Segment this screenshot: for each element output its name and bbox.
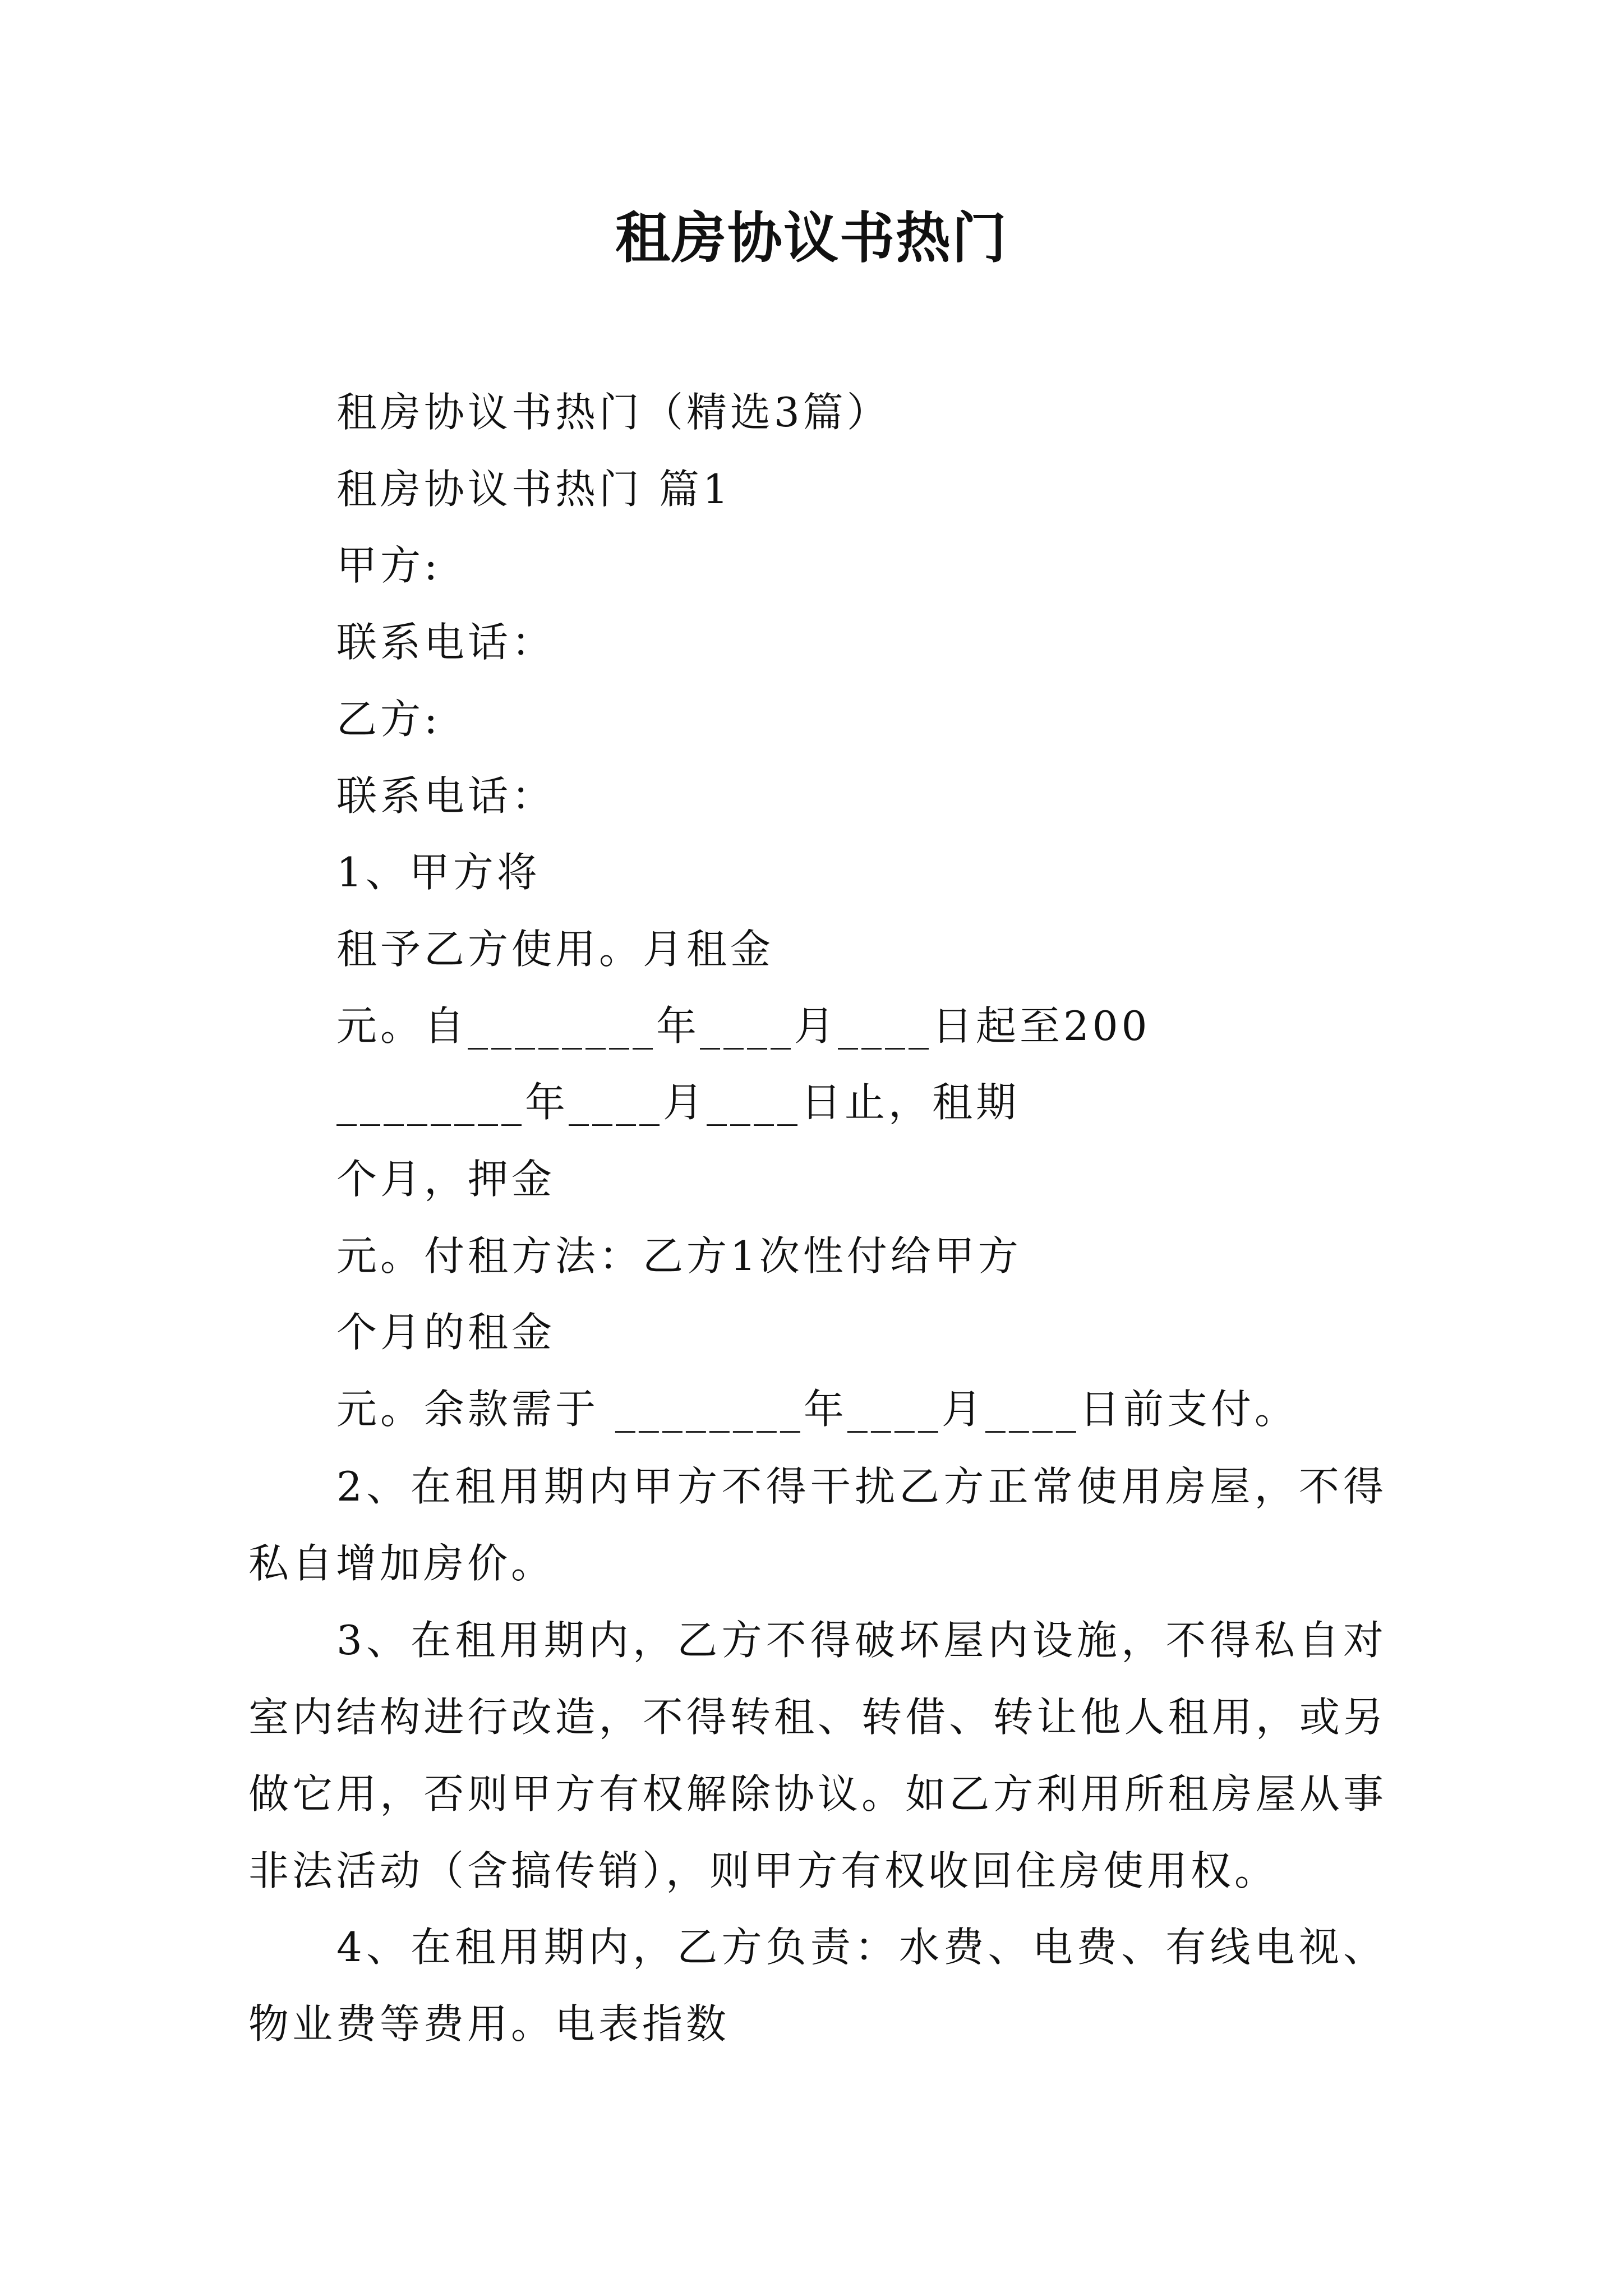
end-date-line: ________年____月____日止，租期 [336, 1079, 1020, 1126]
section-heading: 租房协议书热门 篇1 [336, 466, 732, 513]
deposit-line: 个月，押金 [336, 1156, 556, 1203]
clause-4-paragraph: 4、在租用期内，乙方负责：水费、电费、有线电视、物业费等费用。电表指数 [248, 1924, 1387, 2047]
party-a-line: 甲方: [336, 542, 441, 589]
months-rent-line: 个月的租金 [336, 1309, 556, 1356]
party-a-phone-line: 联系电话： [336, 619, 556, 666]
document-title: 租房协议书热门 [615, 206, 1008, 270]
clause-3-paragraph: 3、在租用期内，乙方不得破坏屋内设施，不得私自对室内结构进行改造，不得转租、转借、转让他人租用，或另做它用，否则甲方有权解除协议。如乙方利用所租房屋从事非法活动（含搞传销），则甲方有权收回住房使用权。 [248, 1617, 1387, 1894]
party-b-phone-line: 联系电话： [336, 772, 556, 820]
clause-1-line: 1、甲方将 [336, 849, 541, 896]
clause-2-paragraph: 2、在租用期内甲方不得干扰乙方正常使用房屋，不得私自增加房价。 [248, 1463, 1387, 1587]
subtitle-line: 租房协议书热门（精选3篇） [336, 389, 891, 436]
payment-method-line: 元。付租方法：乙方1次性付给甲方 [336, 1232, 1022, 1280]
rent-amount-line: 租予乙方使用。月租金 [336, 926, 774, 973]
party-b-line: 乙方: [336, 696, 441, 743]
start-date-line: 元。自________年____月____日起至200 [336, 1002, 1151, 1050]
balance-due-line: 元。余款需于 ________年____月____日前支付。 [336, 1386, 1298, 1433]
